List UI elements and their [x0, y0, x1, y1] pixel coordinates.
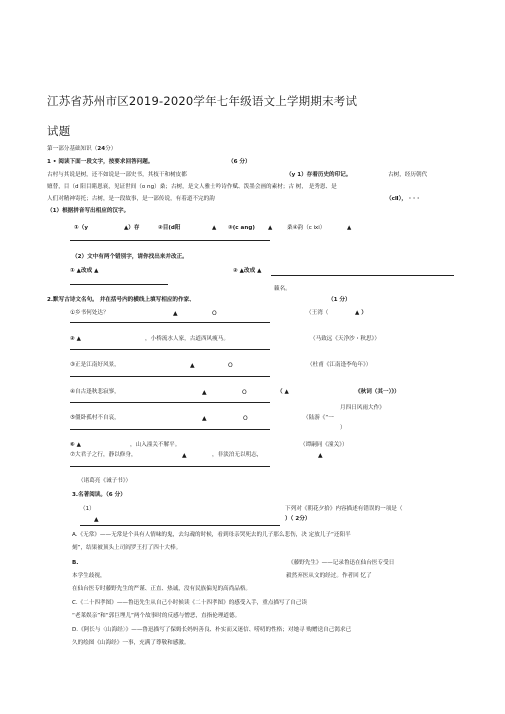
answer-line	[70, 349, 270, 350]
answer-line	[80, 525, 280, 526]
poem-line-3b: ▲	[190, 362, 195, 369]
option-a-line-1: A.《无常》——无常是个具有人情味的鬼，去勾魂的时候，看到母亲哭死去的儿子那么悲伤，决 定放儿子“还阳半	[72, 532, 351, 538]
poem-line-4e: 《秋词（其一）》）	[355, 389, 400, 395]
sub-question-2: （2）文中有两个错别字，请你找出来并改正。	[72, 254, 188, 260]
poem-line-4d: （ ▲	[277, 389, 289, 395]
poem-line-4a: ④自古逢秋悲寂寥，	[70, 389, 120, 395]
poem-line-5b: ▲	[202, 415, 207, 422]
question-2-stem: 2.默写古诗文名句。 并在括号内的横线上填写相应的作家、	[47, 297, 195, 303]
poem-line-4b: ▲	[202, 389, 207, 396]
sub-question-1: （1）根据拼音写出相应的汉字。	[47, 208, 130, 214]
fix-item-1: ① ▲改成 ▲	[70, 268, 99, 274]
poem-line-6b: ，山入潼关不解平。	[130, 442, 181, 448]
poem-line-1c: O	[212, 310, 217, 317]
poem-line-2a: ② ▲	[70, 336, 81, 342]
passage-line-1c: 古树，经历朝代	[388, 172, 428, 178]
answer-line	[70, 322, 270, 323]
blank1-label-f: ▲	[268, 225, 273, 231]
option-d-line-2: 久的绘图《山海经》一事，充满了尊敬和感激。	[72, 640, 190, 646]
poem-line-4c: O	[242, 389, 247, 396]
poem-line-7c: ，非淡泊无以明志，	[212, 452, 263, 458]
answer-line	[70, 376, 270, 377]
poem-line-8: （诸葛亮《诫子书》）	[78, 478, 132, 484]
blank1-label-a: ①（y	[74, 225, 88, 231]
doc-title-line2: 试题	[47, 124, 71, 138]
poem-line-1d: （王湾（	[306, 310, 329, 316]
passage-line-3b: （cⅡ）， · · ·	[386, 196, 420, 202]
option-b-line-1: 《藤野先生》——记录鲁迅在仙台医专受日	[288, 560, 395, 566]
answer-line	[70, 284, 168, 285]
option-b-line-2b: 毅然弃医从文的经过。作者回 忆了	[286, 573, 372, 579]
poem-line-2c: （马致远《天净沙・秋思》）	[310, 336, 380, 342]
blank1-label-g: 桑④韵（c ⅸi）	[287, 225, 326, 231]
answer-line	[70, 402, 270, 403]
question-2-right-note: 籁名。	[274, 286, 291, 292]
fix-item-2: ② ▲改成 ▲	[233, 268, 262, 274]
poem-line-6a: ⑥ ▲	[70, 442, 81, 448]
question-1-score: （6 分）	[228, 159, 251, 165]
blank1-label-c: ②目(d阳	[158, 225, 181, 231]
answer-line	[70, 466, 270, 467]
poem-line-6c: （谭嗣同《潼关》）	[300, 442, 348, 448]
question-2-score: （1 分）	[328, 297, 351, 303]
poem-line-1a: ①乡书何处达？	[70, 310, 109, 316]
poem-line-7b: ▲	[182, 452, 187, 459]
poem-line-5a: ⑤僵卧孤村不自哀，	[70, 415, 120, 421]
poem-line-1b: ▲	[173, 310, 178, 317]
option-a-line-2: 刻”，结果被顶头上司阎罗王打了四十大棒。	[72, 545, 182, 551]
option-c-line-1: C.《二十四孝图》——鲁迅先生从自己小时候读《二十四孝图》的感受入手，重点描写了自己读	[72, 600, 308, 606]
question-3-1a: （1）	[80, 506, 95, 512]
blank1-label-b: ▲）存	[124, 225, 140, 231]
passage-line-1b: （y 1）存着历史的印记。	[286, 172, 352, 178]
poem-line-1e: ▲ ）	[355, 310, 367, 316]
passage-line-3a: 人们对精神寄托；古树，是一段故事，是一部传说，有着道不完的韵	[47, 196, 215, 202]
question-3-stem: 3.名著阅读。（6 分）	[72, 492, 126, 498]
question-3-1d: ）（ 2分）	[285, 516, 311, 522]
passage-line-2: 嬗替，目（d 阳目睹恩衰，见证世间（o ng）桑；古树，是文人雅士吟诗作赋、泼墨会画的素材；古 树， 是秀恩、是	[47, 184, 337, 190]
part1-heading: 第一部分基础知识（24分）	[47, 146, 117, 152]
passage-line-1a: 古村与其说是树，还不如说是一部史书，其枝干和树皮都	[47, 172, 187, 178]
option-b-line-3: 在仙台医专时藤野先生的严谨、正直、热诚，没有民族偏见的高尚品格。	[72, 586, 252, 592]
blank1-label-e: ③(c ang)	[228, 225, 255, 231]
answer-line	[70, 429, 270, 430]
answer-line	[70, 240, 270, 241]
option-d-line-1: D.《阿长与〈山海经〉》——鲁迅描写了保姆长妈妈善良、朴实而又迷信、唠叨的性格；对她寻 购赠送自己渴求已	[72, 627, 352, 633]
poem-line-7a: ⑦大君子之行，静以修身，	[70, 452, 137, 458]
poem-line-5d: （陆游《“一	[303, 415, 334, 421]
poem-line-2b: ，小桥流水人家，古道西风瘦马。	[145, 336, 229, 342]
poem-line-5-note: 月四日风雨大作》	[340, 405, 385, 411]
poem-line-5e: ）	[340, 425, 346, 431]
blank1-label-d: ▲	[212, 225, 217, 231]
blank1-label-h: ▲	[347, 225, 352, 231]
option-c-line-2: “老莱娱亲”和“郭巨埋儿”两个故事时的反感与憎恶，直指伦理道德。	[72, 613, 241, 619]
doc-title-line1: 江苏省苏州市区2019-2020学年七年级语文上学期期末考试	[47, 94, 358, 108]
option-b-label: B.	[72, 560, 79, 566]
question-3-1b: 下列对《朝花夕拾》内容描述有错误的一项是（	[285, 506, 403, 512]
question-1-stem: 1 • 阅读下面一段文字，按要求回答问题。	[47, 159, 154, 165]
option-b-line-2a: 本学生歧视，	[72, 573, 106, 579]
poem-line-3c: O	[228, 362, 233, 369]
poem-line-7d: ▲	[318, 452, 323, 459]
poem-line-5c: O	[243, 415, 248, 422]
answer-line	[271, 275, 454, 276]
question-3-1c: ▲	[94, 516, 99, 523]
poem-line-3d: （杜甫《江南逢李龟年》）	[307, 362, 372, 368]
poem-line-3a: ③正是江南好风景，	[70, 362, 120, 368]
